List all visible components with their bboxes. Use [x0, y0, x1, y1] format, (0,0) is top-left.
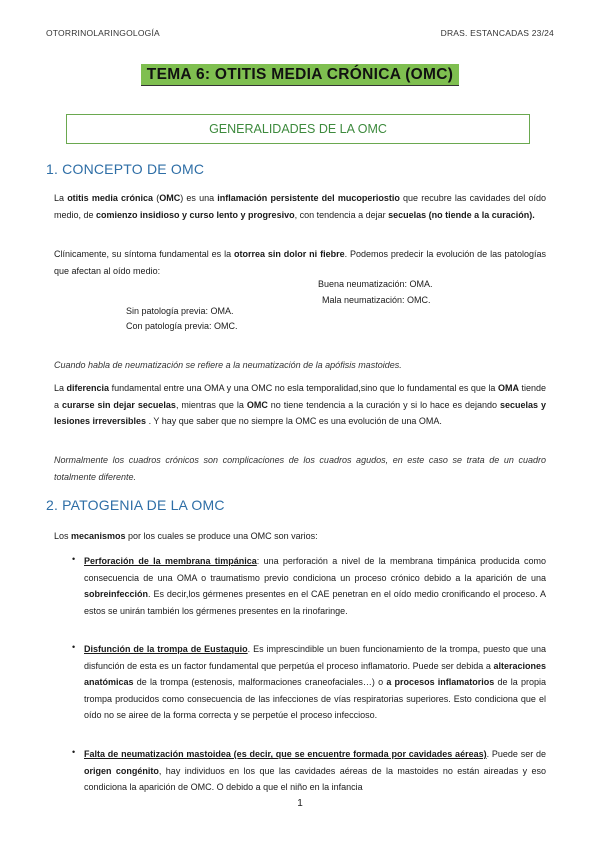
text-run: , con tendencia a dejar — [294, 209, 389, 220]
bold-text-run: Falta de neumatización mastoidea (es decir, que se encuentre formada por cavidades aéreas) — [84, 749, 487, 759]
note-chronic: Normalmente los cuadros crónicos son complicaciones de los cuadros agudos, en este caso se trata de un cuadro totalmente diferente. — [54, 455, 546, 482]
text-run: por los cuales se produce una OMC son varios: — [125, 531, 318, 541]
text-run: de la trompa (estenosis, malformaciones craneofaciales…) o — [133, 677, 387, 687]
text-run: no tiene tendencia a la curación y si lo hace es dejando — [267, 399, 500, 410]
text-run: ) es una — [180, 193, 218, 203]
bold-text-run: Disfunción de la trompa de Eustaquio — [84, 644, 248, 654]
text-run: : una perforación a nivel de la membrana timpánica producida como consecuencia de una OMA o traumatismo previo condiciona un proceso crónico debido a la aparición de una — [84, 556, 546, 583]
text-run: Los — [54, 531, 72, 541]
paragraph-difference — [54, 380, 546, 430]
bold-text-run: OMC — [246, 399, 268, 410]
header-subject: OTORRINOLARINGOLOGÍA — [46, 28, 160, 38]
list-no-prior-pathology: Sin patología previa: OMA. — [126, 306, 234, 316]
bold-text-run: alteraciones anatómicas — [84, 660, 546, 687]
text-run: La — [54, 193, 68, 203]
bold-text-run: secuelas y lesiones irreversibles — [54, 399, 546, 426]
header-authors: DRAS. ESTANCADAS 23/24 — [440, 28, 554, 38]
section-heading-concepto: 1. CONCEPTO DE OMC — [46, 161, 205, 177]
bullet-eustachian — [84, 641, 546, 724]
bullet-marker: • — [72, 747, 76, 757]
section-heading-patogenia: 2. PATOGENIA DE LA OMC — [46, 497, 225, 513]
page-number: 1 — [297, 798, 303, 809]
text-run: . Y hay que saber que no siempre la OMC es una evolución de una OMA. — [146, 416, 442, 426]
bold-text-run: origen congénito — [84, 765, 159, 776]
title-container — [0, 64, 600, 86]
page-title: TEMA 6: OTITIS MEDIA CRÓNICA (OMC) — [141, 64, 459, 86]
bold-text-run: OMC — [159, 193, 181, 203]
list-good-pneumatization: Buena neumatización: OMA. — [318, 279, 433, 289]
text-run: fundamental entre una OMA y una OMC no esla temporalidad,sino que lo fundamental es que la — [109, 383, 498, 393]
bold-text-run: a procesos inflamatorios — [386, 677, 495, 687]
paragraph-definition — [54, 190, 546, 223]
bold-text-run: sobreinfección — [84, 589, 149, 599]
bullet-mastoid — [84, 746, 546, 796]
bold-text-run: comienzo insidioso y curso lento y progresivo — [96, 209, 295, 220]
bullet-marker: • — [72, 554, 76, 564]
text-run: , mientras que la — [175, 399, 247, 410]
text-run: Clínicamente, su síntoma fundamental es la — [54, 249, 234, 259]
text-run: que recubre las cavidades del oído medio, de — [54, 193, 546, 220]
bold-text-run: OMA — [497, 383, 519, 393]
text-run: La — [54, 383, 67, 393]
note-pneumatization: Cuando habla de neumatización se refiere a la neumatización de la apófisis mastoides. — [54, 360, 402, 370]
text-run: tiende a — [54, 383, 546, 410]
list-prior-pathology: Con patología previa: OMC. — [126, 321, 238, 331]
text-run: ( — [153, 193, 160, 203]
list-bad-pneumatization: Mala neumatización: OMC. — [322, 295, 431, 305]
text-run: . Es decir,los gérmenes presentes en el CAE penetran en el oído medio cronificando el proceso. A estos se unirán también los gérmenes presentes en la rinofaringe. — [84, 589, 546, 616]
paragraph-clinical — [54, 246, 546, 279]
bold-text-run: secuelas (no tiende a la curación). — [388, 209, 535, 220]
bold-text-run: inflamación persistente del mucoperiostio — [217, 193, 400, 203]
text-run: de la propia trompa producidos como consecuencia de las infecciones de vías respiratorias superiores. Esto condiciona que el oído no se airee de la forma correcta y se perpetúe el proceso infeccioso. — [84, 677, 546, 720]
text-run: . Puede ser de — [486, 749, 546, 759]
bold-text-run: diferencia — [66, 383, 110, 393]
text-run: . Podemos predecir la evolución de las patologías que afectan al oído medio: — [54, 249, 546, 276]
bullet-perforation — [84, 553, 546, 619]
bold-text-run: otitis media crónica — [67, 193, 154, 203]
text-run: , hay individuos en los que las cavidades aéreas de la mastoides no están aireadas y eso condiciona la aparición de OMC. O debido a que el niño en la infancia — [84, 765, 546, 792]
bold-text-run: curarse sin dejar secuelas — [61, 399, 176, 410]
bold-text-run: mecanismos — [71, 531, 126, 541]
bullet-marker: • — [72, 642, 76, 652]
bold-text-run: Perforación de la membrana timpánica — [84, 556, 257, 566]
text-run: . Es imprescindible un buen funcionamiento de la trompa, puesto que una disfunción de esta es un factor fundamental que perpetúa el proceso inflamatorio. Puede ser debida a — [84, 644, 546, 671]
section-box-title: GENERALIDADES DE LA OMC — [66, 114, 530, 144]
bold-text-run: otorrea sin dolor ni fiebre — [233, 249, 345, 259]
paragraph-mechanisms-intro — [54, 528, 546, 545]
